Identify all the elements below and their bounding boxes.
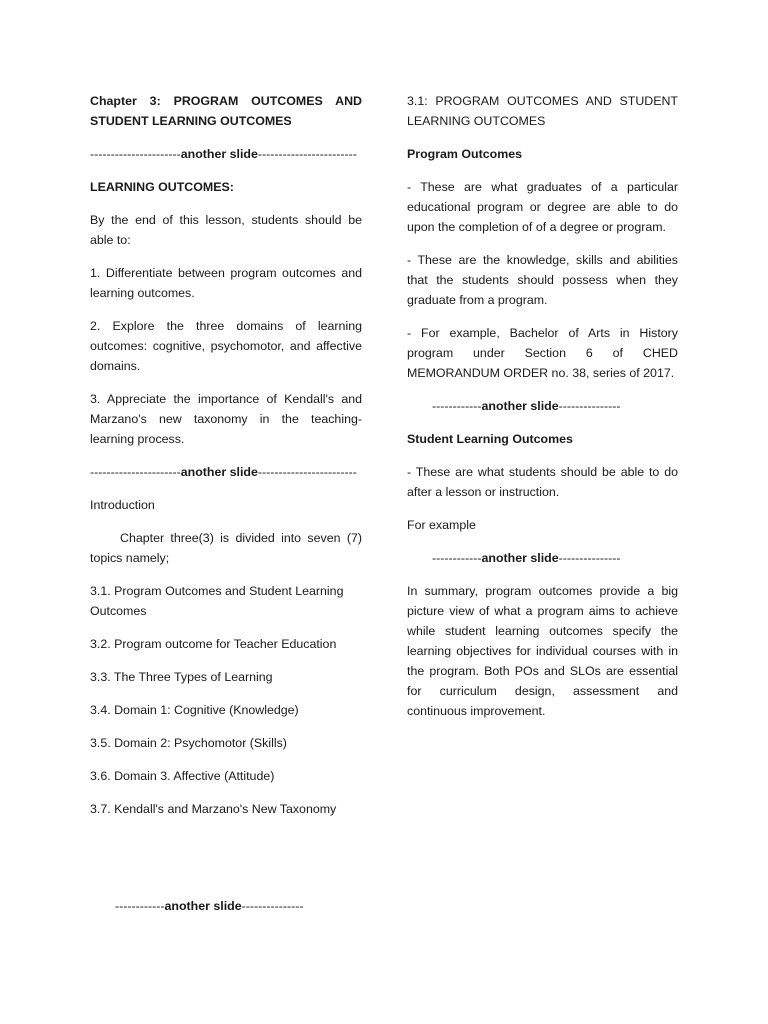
- po-point: - These are the knowledge, skills and abilities that the students should possess when they graduate from a program.: [407, 253, 678, 307]
- po-point: - These are what graduates of a particular educational program or degree are able to do upon the completion of of a degree or program.: [407, 180, 678, 234]
- chapter-intro: Chapter three(3) is divided into seven (7) topics namely;: [90, 531, 362, 565]
- topic-item: 3.7. Kendall's and Marzano's New Taxonomy: [90, 802, 337, 816]
- topic-item: 3.2. Program outcome for Teacher Education: [90, 637, 337, 651]
- slo-point: - These are what students should be able to do after a lesson or instruction.: [407, 465, 678, 499]
- introduction-heading: Introduction: [90, 498, 155, 512]
- learning-outcomes-heading: LEARNING OUTCOMES:: [90, 180, 234, 194]
- right-column: [407, 91, 678, 734]
- section-title: 3.1: PROGRAM OUTCOMES AND STUDENT LEARNING OUTCOMES: [407, 94, 678, 128]
- outcomes-intro: By the end of this lesson, students should be able to:: [90, 213, 362, 247]
- topic-item: 3.1. Program Outcomes and Student Learning Outcomes: [90, 584, 344, 618]
- for-example: For example: [407, 518, 476, 532]
- slo-heading: Student Learning Outcomes: [407, 432, 573, 446]
- topic-item: 3.5. Domain 2: Psychomotor (Skills): [90, 736, 287, 750]
- program-outcomes-heading: Program Outcomes: [407, 147, 522, 161]
- chapter-title: Chapter 3: PROGRAM OUTCOMES AND STUDENT LEARNING OUTCOMES: [90, 94, 362, 128]
- left-column: [90, 91, 362, 832]
- summary-paragraph: In summary, program outcomes provide a big picture view of what a program aims to achieve while student learning outcomes specify the learning objectives for individual courses with in the program. Both POs and SLOs are essential for curriculum design, assessment and continuous improvement.: [407, 584, 678, 718]
- outcome-item: 2. Explore the three domains of learning outcomes: cognitive, psychomotor, and affective domains.: [90, 319, 362, 373]
- slide-separator-bottom: ------------another slide---------------: [115, 899, 304, 913]
- slide-separator: ----------------------another slide------------------------: [90, 465, 357, 479]
- slide-separator: ------------another slide---------------: [432, 399, 621, 413]
- slide-separator: ------------another slide---------------: [432, 551, 621, 565]
- topic-item: 3.4. Domain 1: Cognitive (Knowledge): [90, 703, 299, 717]
- slide-separator: ----------------------another slide------------------------: [90, 147, 357, 161]
- topic-item: 3.6. Domain 3. Affective (Attitude): [90, 769, 275, 783]
- topic-item: 3.3. The Three Types of Learning: [90, 670, 273, 684]
- po-point: - For example, Bachelor of Arts in History program under Section 6 of CHED MEMORANDUM ORDER no. 38, series of 2017.: [407, 326, 678, 380]
- outcome-item: 1. Differentiate between program outcomes and learning outcomes.: [90, 266, 362, 300]
- outcome-item: 3. Appreciate the importance of Kendall's and Marzano's new taxonomy in the teaching-learning process.: [90, 392, 362, 446]
